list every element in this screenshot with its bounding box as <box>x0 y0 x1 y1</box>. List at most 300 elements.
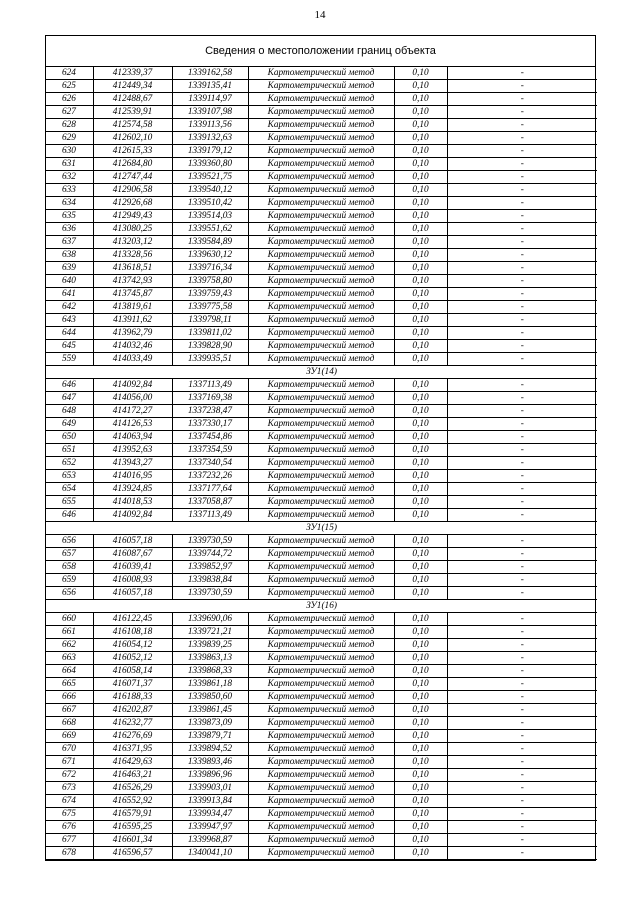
table-row <box>46 730 597 743</box>
accuracy-cell: 0,10 <box>394 106 447 119</box>
point-number-cell: 651 <box>46 444 93 457</box>
accuracy-cell: 0,10 <box>394 340 447 353</box>
table-row <box>46 132 597 145</box>
description-cell: - <box>447 834 597 847</box>
x-coordinate-cell: 413819,61 <box>93 301 172 314</box>
page-number: 14 <box>314 9 326 21</box>
x-coordinate-cell: 416057,18 <box>93 535 172 548</box>
description-cell: - <box>447 470 597 483</box>
point-number-cell: 653 <box>46 470 93 483</box>
method-cell: Картометрический метод <box>248 301 394 314</box>
point-number-cell: 644 <box>46 327 93 340</box>
accuracy-cell: 0,10 <box>394 223 447 236</box>
x-coordinate-cell: 416601,34 <box>93 834 172 847</box>
accuracy-cell: 0,10 <box>394 158 447 171</box>
point-number-cell: 659 <box>46 574 93 587</box>
accuracy-cell: 0,10 <box>394 262 447 275</box>
accuracy-cell: 0,10 <box>394 132 447 145</box>
point-number-cell: 646 <box>46 509 93 522</box>
table-row <box>46 93 597 106</box>
method-cell: Картометрический метод <box>248 691 394 704</box>
method-cell: Картометрический метод <box>248 145 394 158</box>
accuracy-cell: 0,10 <box>394 210 447 223</box>
accuracy-cell: 0,10 <box>394 236 447 249</box>
table-row <box>46 665 597 678</box>
accuracy-cell: 0,10 <box>394 67 447 80</box>
y-coordinate-cell: 1337113,49 <box>172 379 248 392</box>
point-number-cell: 636 <box>46 223 93 236</box>
y-coordinate-cell: 1339113,56 <box>172 119 248 132</box>
method-cell: Картометрический метод <box>248 717 394 730</box>
accuracy-cell: 0,10 <box>394 509 447 522</box>
point-number-cell: 670 <box>46 743 93 756</box>
accuracy-cell: 0,10 <box>394 327 447 340</box>
accuracy-cell: 0,10 <box>394 444 447 457</box>
x-coordinate-cell: 414126,53 <box>93 418 172 431</box>
method-cell: Картометрический метод <box>248 626 394 639</box>
x-coordinate-cell: 413924,85 <box>93 483 172 496</box>
x-coordinate-cell: 416039,41 <box>93 561 172 574</box>
method-cell: Картометрический метод <box>248 158 394 171</box>
method-cell: Картометрический метод <box>248 249 394 262</box>
method-cell: Картометрический метод <box>248 457 394 470</box>
accuracy-cell: 0,10 <box>394 574 447 587</box>
accuracy-cell: 0,10 <box>394 184 447 197</box>
point-number-cell: 671 <box>46 756 93 769</box>
accuracy-cell: 0,10 <box>394 613 447 626</box>
y-coordinate-cell: 1339107,98 <box>172 106 248 119</box>
accuracy-cell: 0,10 <box>394 314 447 327</box>
y-coordinate-cell: 1339935,51 <box>172 353 248 366</box>
point-number-cell: 675 <box>46 808 93 821</box>
x-coordinate-cell: 412449,34 <box>93 80 172 93</box>
point-number-cell: 648 <box>46 405 93 418</box>
point-number-cell: 669 <box>46 730 93 743</box>
x-coordinate-cell: 413943,27 <box>93 457 172 470</box>
y-coordinate-cell: 1337340,54 <box>172 457 248 470</box>
y-coordinate-cell: 1339716,34 <box>172 262 248 275</box>
x-coordinate-cell: 413080,25 <box>93 223 172 236</box>
table-row <box>46 795 597 808</box>
method-cell: Картометрический метод <box>248 353 394 366</box>
description-cell: - <box>447 535 597 548</box>
description-cell: - <box>447 717 597 730</box>
description-cell: - <box>447 743 597 756</box>
description-cell: - <box>447 132 597 145</box>
accuracy-cell: 0,10 <box>394 379 447 392</box>
description-cell: - <box>447 262 597 275</box>
table-row <box>46 327 597 340</box>
x-coordinate-cell: 416057,18 <box>93 587 172 600</box>
point-number-cell: 638 <box>46 249 93 262</box>
method-cell: Картометрический метод <box>248 769 394 782</box>
method-cell: Картометрический метод <box>248 132 394 145</box>
accuracy-cell: 0,10 <box>394 587 447 600</box>
accuracy-cell: 0,10 <box>394 704 447 717</box>
x-coordinate-cell: 414092,84 <box>93 379 172 392</box>
method-cell: Картометрический метод <box>248 223 394 236</box>
table-row <box>46 418 597 431</box>
point-number-cell: 652 <box>46 457 93 470</box>
x-coordinate-cell: 412602,10 <box>93 132 172 145</box>
y-coordinate-cell: 1340041,10 <box>172 847 248 860</box>
accuracy-cell: 0,10 <box>394 431 447 444</box>
x-coordinate-cell: 416122,45 <box>93 613 172 626</box>
method-cell: Картометрический метод <box>248 470 394 483</box>
y-coordinate-cell: 1337169,38 <box>172 392 248 405</box>
point-number-cell: 627 <box>46 106 93 119</box>
y-coordinate-cell: 1339360,80 <box>172 158 248 171</box>
point-number-cell: 642 <box>46 301 93 314</box>
description-cell: - <box>447 704 597 717</box>
accuracy-cell: 0,10 <box>394 652 447 665</box>
point-number-cell: 673 <box>46 782 93 795</box>
description-cell: - <box>447 353 597 366</box>
accuracy-cell: 0,10 <box>394 821 447 834</box>
method-cell: Картометрический метод <box>248 587 394 600</box>
accuracy-cell: 0,10 <box>394 808 447 821</box>
table-row <box>46 717 597 730</box>
x-coordinate-cell: 412747,44 <box>93 171 172 184</box>
point-number-cell: 625 <box>46 80 93 93</box>
x-coordinate-cell: 416058,14 <box>93 665 172 678</box>
method-cell: Картометрический метод <box>248 314 394 327</box>
table-row <box>46 145 597 158</box>
table-row <box>46 834 597 847</box>
table-title: Сведения о местоположении границ объекта <box>46 36 595 67</box>
method-cell: Картометрический метод <box>248 340 394 353</box>
y-coordinate-cell: 1339913,84 <box>172 795 248 808</box>
coordinates-table <box>46 67 597 860</box>
method-cell: Картометрический метод <box>248 639 394 652</box>
table-row <box>46 431 597 444</box>
accuracy-cell: 0,10 <box>394 678 447 691</box>
x-coordinate-cell: 413618,51 <box>93 262 172 275</box>
method-cell: Картометрический метод <box>248 808 394 821</box>
accuracy-cell: 0,10 <box>394 288 447 301</box>
point-number-cell: 637 <box>46 236 93 249</box>
table-row <box>46 210 597 223</box>
description-cell: - <box>447 119 597 132</box>
table-row <box>46 444 597 457</box>
accuracy-cell: 0,10 <box>394 418 447 431</box>
x-coordinate-cell: 414033,49 <box>93 353 172 366</box>
method-cell: Картометрический метод <box>248 834 394 847</box>
y-coordinate-cell: 1339798,11 <box>172 314 248 327</box>
point-number-cell: 559 <box>46 353 93 366</box>
description-cell: - <box>447 106 597 119</box>
boundary-table-sheet <box>45 35 596 861</box>
method-cell: Картометрический метод <box>248 678 394 691</box>
point-number-cell: 626 <box>46 93 93 106</box>
accuracy-cell: 0,10 <box>394 470 447 483</box>
y-coordinate-cell: 1339894,52 <box>172 743 248 756</box>
method-cell: Картометрический метод <box>248 210 394 223</box>
table-row <box>46 340 597 353</box>
x-coordinate-cell: 416276,69 <box>93 730 172 743</box>
x-coordinate-cell: 416463,21 <box>93 769 172 782</box>
y-coordinate-cell: 1339135,41 <box>172 80 248 93</box>
table-row <box>46 275 597 288</box>
y-coordinate-cell: 1339873,09 <box>172 717 248 730</box>
section-label: ЗУ1(14) <box>46 366 597 379</box>
description-cell: - <box>447 314 597 327</box>
table-row <box>46 405 597 418</box>
point-number-cell: 677 <box>46 834 93 847</box>
y-coordinate-cell: 1339721,21 <box>172 626 248 639</box>
method-cell: Картометрический метод <box>248 119 394 132</box>
description-cell: - <box>447 184 597 197</box>
table-row <box>46 353 597 366</box>
accuracy-cell: 0,10 <box>394 548 447 561</box>
y-coordinate-cell: 1339690,06 <box>172 613 248 626</box>
description-cell: - <box>447 67 597 80</box>
table-row <box>46 587 597 600</box>
y-coordinate-cell: 1339896,96 <box>172 769 248 782</box>
x-coordinate-cell: 414032,46 <box>93 340 172 353</box>
y-coordinate-cell: 1339584,89 <box>172 236 248 249</box>
method-cell: Картометрический метод <box>248 431 394 444</box>
table-row <box>46 119 597 132</box>
description-cell: - <box>447 665 597 678</box>
y-coordinate-cell: 1339863,13 <box>172 652 248 665</box>
table-row <box>46 158 597 171</box>
table-row <box>46 548 597 561</box>
table-row <box>46 392 597 405</box>
section-label: ЗУ1(16) <box>46 600 597 613</box>
y-coordinate-cell: 1339730,59 <box>172 535 248 548</box>
x-coordinate-cell: 413328,56 <box>93 249 172 262</box>
table-row <box>46 470 597 483</box>
x-coordinate-cell: 414063,94 <box>93 431 172 444</box>
x-coordinate-cell: 416052,12 <box>93 652 172 665</box>
table-row <box>46 106 597 119</box>
y-coordinate-cell: 1339811,02 <box>172 327 248 340</box>
description-cell: - <box>447 769 597 782</box>
x-coordinate-cell: 413203,12 <box>93 236 172 249</box>
x-coordinate-cell: 413745,87 <box>93 288 172 301</box>
point-number-cell: 672 <box>46 769 93 782</box>
table-row <box>46 262 597 275</box>
table-row <box>46 509 597 522</box>
method-cell: Картометрический метод <box>248 613 394 626</box>
accuracy-cell: 0,10 <box>394 795 447 808</box>
method-cell: Картометрический метод <box>248 821 394 834</box>
method-cell: Картометрический метод <box>248 171 394 184</box>
description-cell: - <box>447 457 597 470</box>
table-row <box>46 639 597 652</box>
description-cell: - <box>447 80 597 93</box>
x-coordinate-cell: 416202,87 <box>93 704 172 717</box>
coordinates-table-body <box>46 67 597 860</box>
y-coordinate-cell: 1339868,33 <box>172 665 248 678</box>
point-number-cell: 658 <box>46 561 93 574</box>
description-cell: - <box>447 678 597 691</box>
x-coordinate-cell: 416008,93 <box>93 574 172 587</box>
y-coordinate-cell: 1339540,12 <box>172 184 248 197</box>
description-cell: - <box>447 652 597 665</box>
accuracy-cell: 0,10 <box>394 691 447 704</box>
y-coordinate-cell: 1337330,17 <box>172 418 248 431</box>
y-coordinate-cell: 1339162,58 <box>172 67 248 80</box>
x-coordinate-cell: 412539,91 <box>93 106 172 119</box>
point-number-cell: 678 <box>46 847 93 860</box>
accuracy-cell: 0,10 <box>394 756 447 769</box>
description-cell: - <box>447 808 597 821</box>
x-coordinate-cell: 412906,58 <box>93 184 172 197</box>
table-row <box>46 457 597 470</box>
y-coordinate-cell: 1339903,01 <box>172 782 248 795</box>
description-cell: - <box>447 405 597 418</box>
y-coordinate-cell: 1337113,49 <box>172 509 248 522</box>
table-row <box>46 756 597 769</box>
section-header-row <box>46 366 597 379</box>
y-coordinate-cell: 1339968,87 <box>172 834 248 847</box>
point-number-cell: 656 <box>46 587 93 600</box>
description-cell: - <box>447 496 597 509</box>
point-number-cell: 663 <box>46 652 93 665</box>
method-cell: Картометрический метод <box>248 106 394 119</box>
table-row <box>46 743 597 756</box>
x-coordinate-cell: 416371,95 <box>93 743 172 756</box>
table-row <box>46 184 597 197</box>
description-cell: - <box>447 249 597 262</box>
y-coordinate-cell: 1339521,75 <box>172 171 248 184</box>
description-cell: - <box>447 340 597 353</box>
table-row <box>46 67 597 80</box>
method-cell: Картометрический метод <box>248 483 394 496</box>
method-cell: Картометрический метод <box>248 392 394 405</box>
y-coordinate-cell: 1339850,60 <box>172 691 248 704</box>
description-cell: - <box>447 574 597 587</box>
table-row <box>46 288 597 301</box>
x-coordinate-cell: 412488,67 <box>93 93 172 106</box>
y-coordinate-cell: 1339510,42 <box>172 197 248 210</box>
description-cell: - <box>447 847 597 860</box>
accuracy-cell: 0,10 <box>394 301 447 314</box>
description-cell: - <box>447 379 597 392</box>
accuracy-cell: 0,10 <box>394 249 447 262</box>
point-number-cell: 646 <box>46 379 93 392</box>
y-coordinate-cell: 1339839,25 <box>172 639 248 652</box>
description-cell: - <box>447 236 597 249</box>
accuracy-cell: 0,10 <box>394 769 447 782</box>
table-row <box>46 704 597 717</box>
point-number-cell: 657 <box>46 548 93 561</box>
description-cell: - <box>447 587 597 600</box>
description-cell: - <box>447 730 597 743</box>
x-coordinate-cell: 414172,27 <box>93 405 172 418</box>
y-coordinate-cell: 1339838,84 <box>172 574 248 587</box>
point-number-cell: 649 <box>46 418 93 431</box>
x-coordinate-cell: 413742,93 <box>93 275 172 288</box>
accuracy-cell: 0,10 <box>394 834 447 847</box>
table-row <box>46 808 597 821</box>
point-number-cell: 665 <box>46 678 93 691</box>
description-cell: - <box>447 613 597 626</box>
x-coordinate-cell: 412339,37 <box>93 67 172 80</box>
accuracy-cell: 0,10 <box>394 730 447 743</box>
y-coordinate-cell: 1339934,47 <box>172 808 248 821</box>
description-cell: - <box>447 626 597 639</box>
method-cell: Картометрический метод <box>248 288 394 301</box>
description-cell: - <box>447 483 597 496</box>
description-cell: - <box>447 444 597 457</box>
accuracy-cell: 0,10 <box>394 782 447 795</box>
y-coordinate-cell: 1339775,58 <box>172 301 248 314</box>
x-coordinate-cell: 413911,62 <box>93 314 172 327</box>
method-cell: Картометрический метод <box>248 67 394 80</box>
x-coordinate-cell: 416429,63 <box>93 756 172 769</box>
method-cell: Картометрический метод <box>248 743 394 756</box>
point-number-cell: 664 <box>46 665 93 678</box>
x-coordinate-cell: 416596,57 <box>93 847 172 860</box>
accuracy-cell: 0,10 <box>394 275 447 288</box>
section-header-row <box>46 600 597 613</box>
x-coordinate-cell: 416071,37 <box>93 678 172 691</box>
method-cell: Картометрический метод <box>248 405 394 418</box>
method-cell: Картометрический метод <box>248 418 394 431</box>
y-coordinate-cell: 1337454,86 <box>172 431 248 444</box>
method-cell: Картометрический метод <box>248 327 394 340</box>
description-cell: - <box>447 223 597 236</box>
x-coordinate-cell: 412615,33 <box>93 145 172 158</box>
table-row <box>46 535 597 548</box>
description-cell: - <box>447 301 597 314</box>
y-coordinate-cell: 1339947,97 <box>172 821 248 834</box>
x-coordinate-cell: 413962,79 <box>93 327 172 340</box>
table-row <box>46 236 597 249</box>
description-cell: - <box>447 639 597 652</box>
y-coordinate-cell: 1339828,90 <box>172 340 248 353</box>
table-row <box>46 652 597 665</box>
description-cell: - <box>447 145 597 158</box>
table-row <box>46 561 597 574</box>
y-coordinate-cell: 1339730,59 <box>172 587 248 600</box>
y-coordinate-cell: 1337232,26 <box>172 470 248 483</box>
x-coordinate-cell: 412684,80 <box>93 158 172 171</box>
description-cell: - <box>447 275 597 288</box>
table-row <box>46 691 597 704</box>
accuracy-cell: 0,10 <box>394 171 447 184</box>
y-coordinate-cell: 1339759,43 <box>172 288 248 301</box>
point-number-cell: 656 <box>46 535 93 548</box>
accuracy-cell: 0,10 <box>394 405 447 418</box>
description-cell: - <box>447 795 597 808</box>
x-coordinate-cell: 412949,43 <box>93 210 172 223</box>
x-coordinate-cell: 414056,00 <box>93 392 172 405</box>
description-cell: - <box>447 197 597 210</box>
method-cell: Картометрический метод <box>248 80 394 93</box>
method-cell: Картометрический метод <box>248 548 394 561</box>
x-coordinate-cell: 416188,33 <box>93 691 172 704</box>
y-coordinate-cell: 1339861,45 <box>172 704 248 717</box>
description-cell: - <box>447 691 597 704</box>
y-coordinate-cell: 1337058,87 <box>172 496 248 509</box>
description-cell: - <box>447 548 597 561</box>
description-cell: - <box>447 756 597 769</box>
point-number-cell: 676 <box>46 821 93 834</box>
point-number-cell: 634 <box>46 197 93 210</box>
description-cell: - <box>447 210 597 223</box>
table-row <box>46 379 597 392</box>
method-cell: Картометрический метод <box>248 574 394 587</box>
description-cell: - <box>447 93 597 106</box>
method-cell: Картометрический метод <box>248 782 394 795</box>
point-number-cell: 640 <box>46 275 93 288</box>
y-coordinate-cell: 1339551,62 <box>172 223 248 236</box>
table-row <box>46 249 597 262</box>
